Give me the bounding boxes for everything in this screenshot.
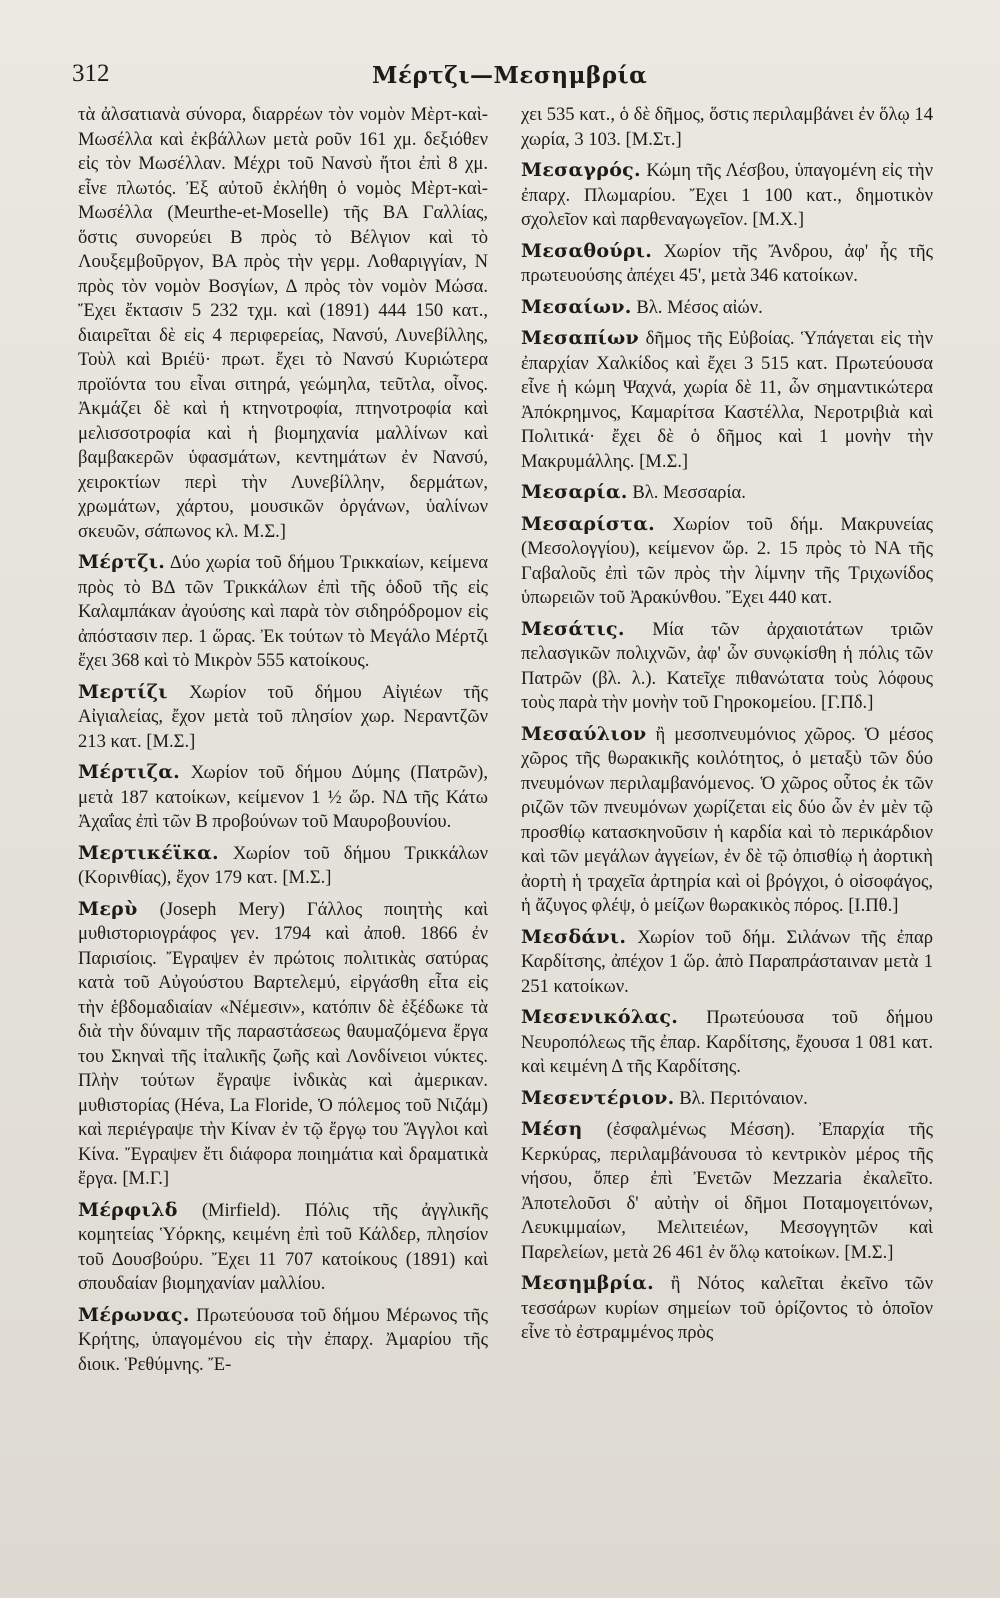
entry-headword: Μεσαπίων	[521, 327, 639, 349]
entry-text: δῆμος τῆς Εὐβοίας. Ὑπάγεται εἰς τὴν ἐπαρχίαν Χαλκίδος καὶ ἔχει 3 515 κατ. Πρωτεύουσα εἶνε ἡ κώμη Ψαχνά, χωρία δὲ 11, ὧν σημαντικώτερα Ἀπόκρημνος, Καμαρίτσα Καστέλλα, Νεροτριβιὰ καὶ Πολιτικά· ἔχει δὲ ὁ δῆμος καὶ 1 μονὴν τὴν Μακρυμάλλης. [Μ.Σ.]	[521, 328, 933, 472]
entry-text: Πρωτεύουσα τοῦ δήμου Νευροπόλεως τῆς ἐπαρ. Καρδίτσης, ἔχουσα 1 081 κατ. καὶ κειμένη Δ τῆς Καρδίτσης.	[521, 1007, 933, 1077]
right-column	[521, 103, 933, 1352]
entry-headword: Μεσάτις.	[521, 617, 625, 640]
entry-headword: Μέρτζι.	[78, 551, 166, 573]
entry-text: Δύο χωρία τοῦ δήμου Τρικκαίων, κείμενα πρὸς τὸ ΒΔ τῶν Τρικκάλων ἐπὶ τῆς ὁδοῦ τῆς εἰς Καλαμπάκαν ἀγούσης καὶ παρὰ τὸν σιδηρόδρομον εἰς ἀπόστασιν περ. 1 ὥρας. Ἐκ τούτων τὸ Μεγάλο Μέρτζι ἔχει 368 καὶ τὸ Μικρὸν 555 κατοίκους.	[78, 552, 489, 671]
dictionary-entry	[78, 897, 488, 1192]
dictionary-entry	[521, 1271, 933, 1346]
entry-text: (Mirfield). Πόλις τῆς ἀγγλικῆς κομητείας Ὑόρκης, κειμένη ἐπὶ τοῦ Κάλδερ, πλησίον τοῦ Δουσβούρυ. Ἔχει 11 707 κατοίκους (1891) καὶ σπουδαίαν βιομηχανίαν μαλλίου.	[78, 1199, 488, 1294]
dictionary-entry	[78, 680, 488, 755]
dictionary-entry	[521, 1086, 933, 1112]
entry-headword: Μέρωνας.	[78, 1303, 190, 1326]
page-number: 312	[72, 60, 110, 87]
dictionary-entry	[521, 158, 933, 233]
dictionary-entry	[78, 1303, 488, 1378]
entry-text: Πρωτεύουσα τοῦ δήμου Μέρωνος τῆς Κρήτης, ὑπαγομένου εἰς τὴν ἐπαρχ. Ἀμαρίου τῆς διοικ. Ῥεθύμνης. Ἔ-	[78, 1304, 488, 1375]
entry-text: ἢ μεσοπνευμόνιος χῶρος. Ὁ μέσος χῶρος τῆς θωρακικῆς κοιλότητος, ὁ μεταξὺ τῶν δύο πνευμόνων περιλαμβανόμενος. Ὁ χῶρος οὗτος ἐκ τῶν ριζῶν τῶν πνευμόνων χωρίζεται εἰς δύο ὧν ἐν μὲν τῷ προσθίῳ κατασκηνοῦσιν ἡ καρδία καὶ τὸ περικάρδιον καὶ τῶν μεγάλων ἀγγείων, ἐν δὲ τῷ ὀπισθίῳ ἡ ἀορτικὴ ἀορτὴ ἡ τραχεῖα ἀρτηρία καὶ οἱ βρόγχοι, ὁ οἰσοφάγος, ἡ ἄζυγος φλέψ, ὁ μείζων θωρακικὸς πόρος. [Ι.Πθ.]	[521, 723, 933, 916]
dictionary-entry	[521, 326, 933, 474]
dictionary-entry	[521, 925, 933, 1000]
entry-headword: Μεσαρίστα.	[521, 512, 656, 535]
running-head: Μέρτζι—Μεσημβρία	[372, 62, 648, 89]
entry-text: Μία τῶν ἀρχαιοτάτων τριῶν πελασγικῶν πολιχνῶν, ἀφ' ὧν συνῳκίσθη ἡ πόλις τῶν Πατρῶν (βλ. λ.). Κατεῖχε πιθανώτατα τοὺς λόφους τοὺς παρὰ τὴν μονὴν τοῦ Γηροκομείου. [Γ.Πδ.]	[521, 618, 933, 713]
dictionary-entry	[521, 1005, 933, 1080]
dictionary-entry	[521, 512, 933, 611]
dictionary-entry	[78, 841, 488, 891]
entry-headword: Μεσαύλιον	[521, 722, 647, 745]
entry-headword: Μερὺ	[78, 897, 138, 920]
entry-headword: Μεσαίων.	[521, 295, 632, 318]
entry-text: Χωρίον τοῦ δήμου Δύμης (Πατρῶν), μετὰ 187 κατοίκων, κείμενον 1 ½ ὥρ. ΝΔ τῆς Κάτω Ἀχαΐας ἐπὶ τῶν Β προβούνων τοῦ Μαυροβουνίου.	[78, 762, 488, 832]
entry-text: Κώμη τῆς Λέσβου, ὑπαγομένη εἰς τὴν ἐπαρχ. Πλωμαρίου. Ἔχει 1 100 κατ., δημοτικὸν σχολεῖον καὶ παρθεναγωγεῖον. [Μ.Χ.]	[521, 160, 933, 230]
dictionary-entry	[78, 1198, 488, 1297]
entry-headword: Μεσημβρία.	[521, 1272, 654, 1294]
entry-headword: Μέρφιλδ	[78, 1198, 178, 1221]
entry-text: Βλ. Μεσσαρία.	[632, 482, 746, 503]
dictionary-entry	[521, 295, 933, 321]
entry-text: (ἐσφαλμένως Μέσση). Ἐπαρχία τῆς Κερκύρας, περιλαμβάνουσα τὸ κεντρικὸν μέρος τῆς νήσου, ὅπερ ἐπὶ Ἐνετῶν Mezzaria ἐκαλεῖτο. Ἀποτελοῦσι δ' αὐτὴν οἱ δῆμοι Ποταμογειτόνων, Λευκιμμαίων, Μελιτειέων, Μεσογγητῶν καὶ Παρελείων, μετὰ 26 461 ἐν ὅλῳ κατοίκων. [Μ.Σ.]	[521, 1119, 933, 1263]
dictionary-entry	[521, 1117, 933, 1265]
entry-headword: Μεσεντέριον.	[521, 1086, 675, 1109]
dictionary-entry	[521, 480, 933, 506]
dictionary-entry	[521, 722, 933, 919]
entry-text: Χωρίον τῆς Ἄνδρου, ἀφ' ἧς τῆς πρωτευούσης ἀπέχει 45', μετὰ 346 κατοίκων.	[521, 240, 933, 286]
entry-text: Χωρίον τοῦ δήμου Τρικκάλων (Κορινθίας), ἔχον 179 κατ. [Μ.Σ.]	[78, 842, 488, 888]
entry-headword: Μεσαγρός.	[521, 159, 641, 181]
entry-text: Χωρίον τοῦ δήμου Αἰγιέων τῆς Αἰγιαλείας, ἔχον μετὰ τοῦ πλησίον χωρ. Νεραντζῶν 213 κατ. [Μ.Σ.]	[78, 681, 488, 752]
entry-text: Χωρίον τοῦ δήμ. Μακρυνείας (Μεσολογγίου), κείμενον ὥρ. 2. 15 πρὸς τὸ ΝΑ τῆς Γαβαλοῦς ἐπὶ τῶν πρὸς τὴν λίμνην τῆς Τριχωνίδος ὑπωρειῶν τοῦ Ἀρακύνθου. Ἔχει 440 κατ.	[521, 513, 933, 608]
entry-headword: Μεσενικόλας.	[521, 1006, 679, 1028]
entry-text: (Joseph Mery) Γάλλος ποιητὴς καὶ μυθιστοριογράφος γεν. 1794 καὶ ἀποθ. 1866 ἐν Παρισίοις. Ἔγραψεν ἐν πρώτοις πολιτικὰς σατύρας κατὰ τοῦ Αὐγούστου Βαρτελεμύ, εἰργάσθη εἶτα εἰς τὴν ἑβδομαδιαίαν «Νέμεσιν», κατόπιν δὲ ἐξέδωκε τὰ διὰ τὴν δύναμιν τῆς παραστάσεως θαυμαζόμενα ἔργα του Σκηναὶ τῆς ἰταλικῆς ζωῆς καὶ Λονδίνειοι νύκτες. Πλὴν τούτων ἔγραψε ἰνδικὰς καὶ ἀμερικαν. μυθιστορίας (Héva, La Floride, Ὁ πόλεμος τοῦ Νιζάμ) καὶ περιέγραψε τὴν Κίναν ἐν τῷ ἔργῳ του Ἄγγλοι καὶ Κίνα. Ἔγραψεν ἔτι διάφορα ποιημάτια καὶ δραματικὰ ἔργα. [Μ.Γ.]	[78, 898, 489, 1189]
entry-headword: Μέση	[521, 1118, 583, 1140]
left-column	[78, 103, 488, 1383]
dictionary-entry	[521, 617, 933, 716]
entry-headword: Μερτίζι	[78, 680, 168, 703]
entry-text: Βλ. Περιτόναιον.	[679, 1087, 808, 1109]
entry-headword: Μερτικέϊκα.	[78, 841, 219, 864]
entry-headword: Μεσαθούρι.	[521, 239, 653, 262]
entry-text: Βλ. Μέσος αἰών.	[636, 296, 763, 318]
dictionary-entry	[78, 760, 488, 835]
entry-text: τὰ ἀλσατιανὰ σύνορα, διαρρέων τὸν νομὸν Μὲρτ-καὶ-Μωσέλλα καὶ ἐκβάλλων μετὰ ροῦν 161 χμ. δεξιόθεν εἰς τὸν Μωσέλλαν. Μέχρι τοῦ Νανσὺ ἤτοι ἐπὶ 8 χμ. εἶνε πλωτός. Ἐξ αὐτοῦ ἐκλήθη ὁ νομὸς Μὲρτ-καὶ-Μωσέλλα (Meurthe-et-Moselle) τῆς ΒΑ Γαλλίας, ὅστις συνορεύει Β πρὸς τὸ Βέλγιον καὶ τὸ Λουξεμβοῦργον, ΒΑ πρὸς τὴν γερμ. Λοθαριγγίαν, Ν πρὸς τὸν νομὸν Βοσγίων, Δ πρὸς τὸν νομὸν Μώσα. Ἔχει ἔκτασιν 5 232 τχμ. καὶ (1891) 444 150 κατ., διαιρεῖται δὲ εἰς 4 περιφερείας, Νανσύ, Λυνεβίλλης, Τοὺλ καὶ Βριέϋ· πρωτ. ἔχει τὸ Νανσύ Κυριώτερα προϊόντα του εἶναι σιτηρά, γεώμηλα, τεῦτλα, οἶνος. Ἀκμάζει δὲ καὶ ἡ κτηνοτροφία, πτηνοτροφία καὶ μελισσοτροφία καὶ ἡ βιομηχανία μαλλίνων καὶ βαμβακερῶν ὑφασμάτων, κεντημάτων ἐν Νανσύ, χειροκτίων περὶ τὴν Λυνεβίλλην, δερμάτων, χρωμάτων, χάρτου, μουσικῶν ὀργάνων, ὑαλίνων σκευῶν, σάπωνος κλ. Μ.Σ.]	[78, 104, 488, 542]
dictionary-entry	[78, 103, 488, 544]
dictionary-entry	[521, 103, 933, 152]
entry-text: χει 535 κατ., ὁ δὲ δῆμος, ὅστις περιλαμβάνει ἐν ὅλῳ 14 χωρία, 3 103. [Μ.Στ.]	[521, 104, 933, 150]
entry-text: ἢ Νότος καλεῖται ἐκεῖνο τῶν τεσσάρων κυρίων σημείων τοῦ ὁρίζοντος τὸ ὁποῖον εἶνε τὸ ἐστραμμένος πρὸς	[521, 1273, 933, 1343]
dictionary-entry	[78, 550, 488, 674]
entry-text: Χωρίον τοῦ δήμ. Σιλάνων τῆς ἐπαρ Καρδίτσης, ἀπέχον 1 ὥρ. ἀπὸ Παραπράσταιναν μετὰ 1 251 κατοίκων.	[521, 926, 933, 997]
entry-headword: Μεσαρία.	[521, 481, 628, 503]
dictionary-entry	[521, 239, 933, 289]
entry-headword: Μεσδάνι.	[521, 925, 627, 948]
entry-headword: Μέρτιζα.	[78, 761, 181, 783]
